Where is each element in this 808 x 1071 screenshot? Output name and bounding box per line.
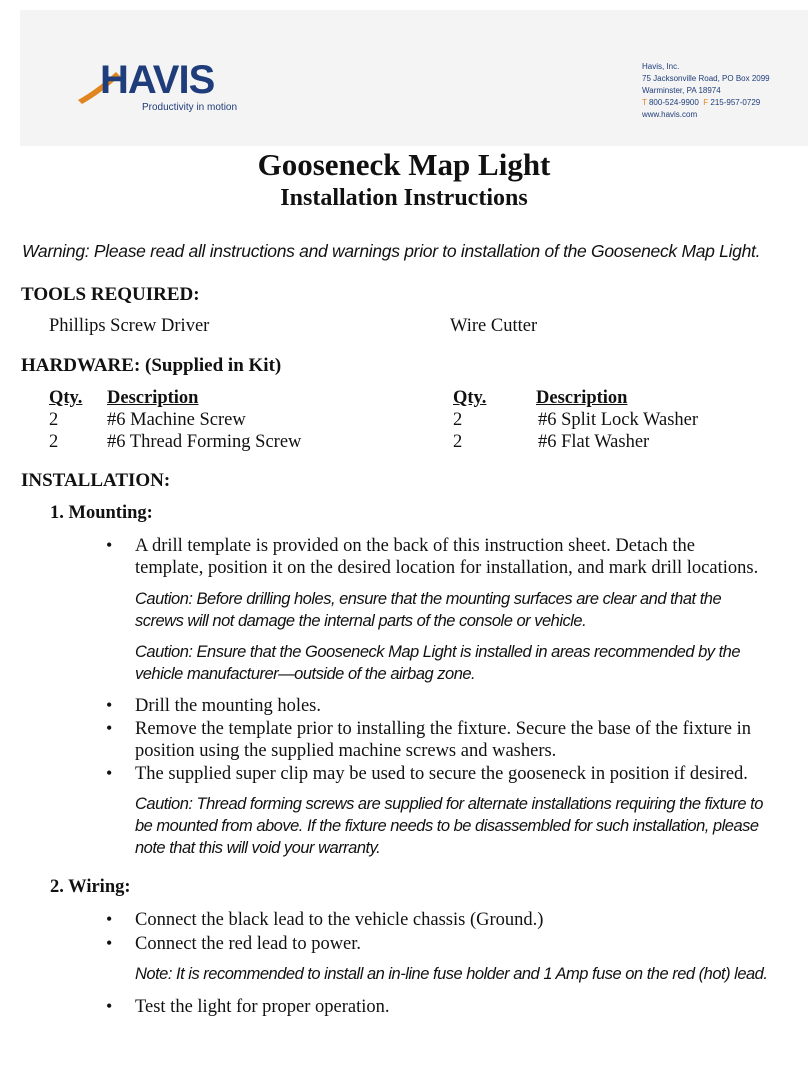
installation-heading: INSTALLATION: bbox=[21, 470, 171, 491]
bullet: • bbox=[106, 996, 113, 1016]
qty-header: Qty. bbox=[49, 388, 83, 408]
bullet: • bbox=[106, 718, 113, 738]
hardware-qty: 2 bbox=[49, 410, 59, 430]
qty-header: Qty. bbox=[453, 388, 487, 408]
bullet: • bbox=[106, 695, 113, 715]
caution-text: Caution: Before drilling holes, ensure that the mounting surfaces are clear and that the bbox=[135, 590, 722, 608]
tool-item: Wire Cutter bbox=[450, 316, 538, 336]
step-wiring-heading: 2. Wiring: bbox=[50, 877, 131, 897]
tool-item: Phillips Screw Driver bbox=[49, 316, 210, 336]
wiring-step-text: Test the light for proper operation. bbox=[135, 997, 390, 1017]
company-city: Warminster, PA 18974 bbox=[642, 86, 721, 95]
mounting-step-text: template, position it on the desired location for installation, and mark drill locations. bbox=[135, 558, 759, 578]
hardware-desc: #6 Split Lock Washer bbox=[538, 410, 699, 430]
note-text: Note: It is recommended to install an in-line fuse holder and 1 Amp fuse on the red (hot) lead. bbox=[135, 965, 768, 983]
fax-label: F bbox=[703, 98, 709, 107]
page-title: Gooseneck Map Light bbox=[257, 147, 551, 182]
description-header: Description bbox=[107, 388, 199, 408]
company-phones bbox=[642, 97, 770, 109]
logo-tagline: Productivity in motion bbox=[142, 102, 238, 113]
wiring-step-text: Connect the black lead to the vehicle chassis (Ground.) bbox=[135, 910, 544, 930]
company-address bbox=[642, 61, 770, 121]
caution-text: vehicle manufacturer—outside of the airbag zone. bbox=[135, 665, 476, 683]
mounting-step-text: Drill the mounting holes. bbox=[135, 696, 322, 716]
page-subtitle: Installation Instructions bbox=[280, 185, 528, 211]
caution-text: Caution: Thread forming screws are supplied for alternate installations requiring the fixture to bbox=[135, 795, 763, 813]
letterhead bbox=[20, 10, 808, 146]
company-name: Havis, Inc. bbox=[642, 62, 680, 71]
tools-heading: TOOLS REQUIRED: bbox=[21, 284, 200, 305]
hardware-qty: 2 bbox=[49, 432, 59, 452]
hardware-qty: 2 bbox=[453, 410, 463, 430]
bullet: • bbox=[106, 909, 113, 929]
mounting-step-text: The supplied super clip may be used to secure the gooseneck in position if desired. bbox=[135, 764, 748, 784]
wiring-step-text: Connect the red lead to power. bbox=[135, 934, 362, 954]
hardware-heading: HARDWARE: (Supplied in Kit) bbox=[21, 355, 282, 376]
logo-wordmark: HAVIS bbox=[100, 58, 215, 102]
havis-logo bbox=[76, 56, 276, 120]
bullet: • bbox=[106, 933, 113, 953]
caution-text: screws will not damage the internal parts of the console or vehicle. bbox=[135, 612, 587, 630]
hardware-qty: 2 bbox=[453, 432, 463, 452]
step-mounting-heading: 1. Mounting: bbox=[50, 503, 153, 523]
description-header: Description bbox=[536, 388, 628, 408]
caution-text: be mounted from above. If the fixture needs to be disassembled for such installation, please bbox=[135, 817, 759, 835]
warning-text: Warning: Please read all instructions and warnings prior to installation of the Gooseneck Map Light. bbox=[22, 241, 761, 261]
fax-number: 215-957-0729 bbox=[710, 98, 761, 107]
mounting-step-text: position using the supplied machine screws and washers. bbox=[135, 741, 557, 761]
bullet: • bbox=[106, 535, 113, 555]
mounting-step-text: Remove the template prior to installing the fixture. Secure the base of the fixture in bbox=[135, 719, 751, 739]
mounting-step-text: A drill template is provided on the back of this instruction sheet. Detach the bbox=[135, 536, 696, 556]
caution-text: Caution: Ensure that the Gooseneck Map Light is installed in areas recommended by the bbox=[135, 643, 741, 661]
phone-number: 800-524-9900 bbox=[648, 98, 699, 107]
hardware-desc: #6 Thread Forming Screw bbox=[107, 432, 302, 452]
phone-label: T bbox=[642, 98, 647, 107]
company-website: www.havis.com bbox=[642, 110, 698, 119]
company-street: 75 Jacksonville Road, PO Box 2099 bbox=[642, 74, 770, 83]
hardware-desc: #6 Machine Screw bbox=[107, 410, 246, 430]
bullet: • bbox=[106, 763, 113, 783]
hardware-desc: #6 Flat Washer bbox=[538, 432, 650, 452]
caution-text: note that this will void your warranty. bbox=[135, 839, 381, 857]
